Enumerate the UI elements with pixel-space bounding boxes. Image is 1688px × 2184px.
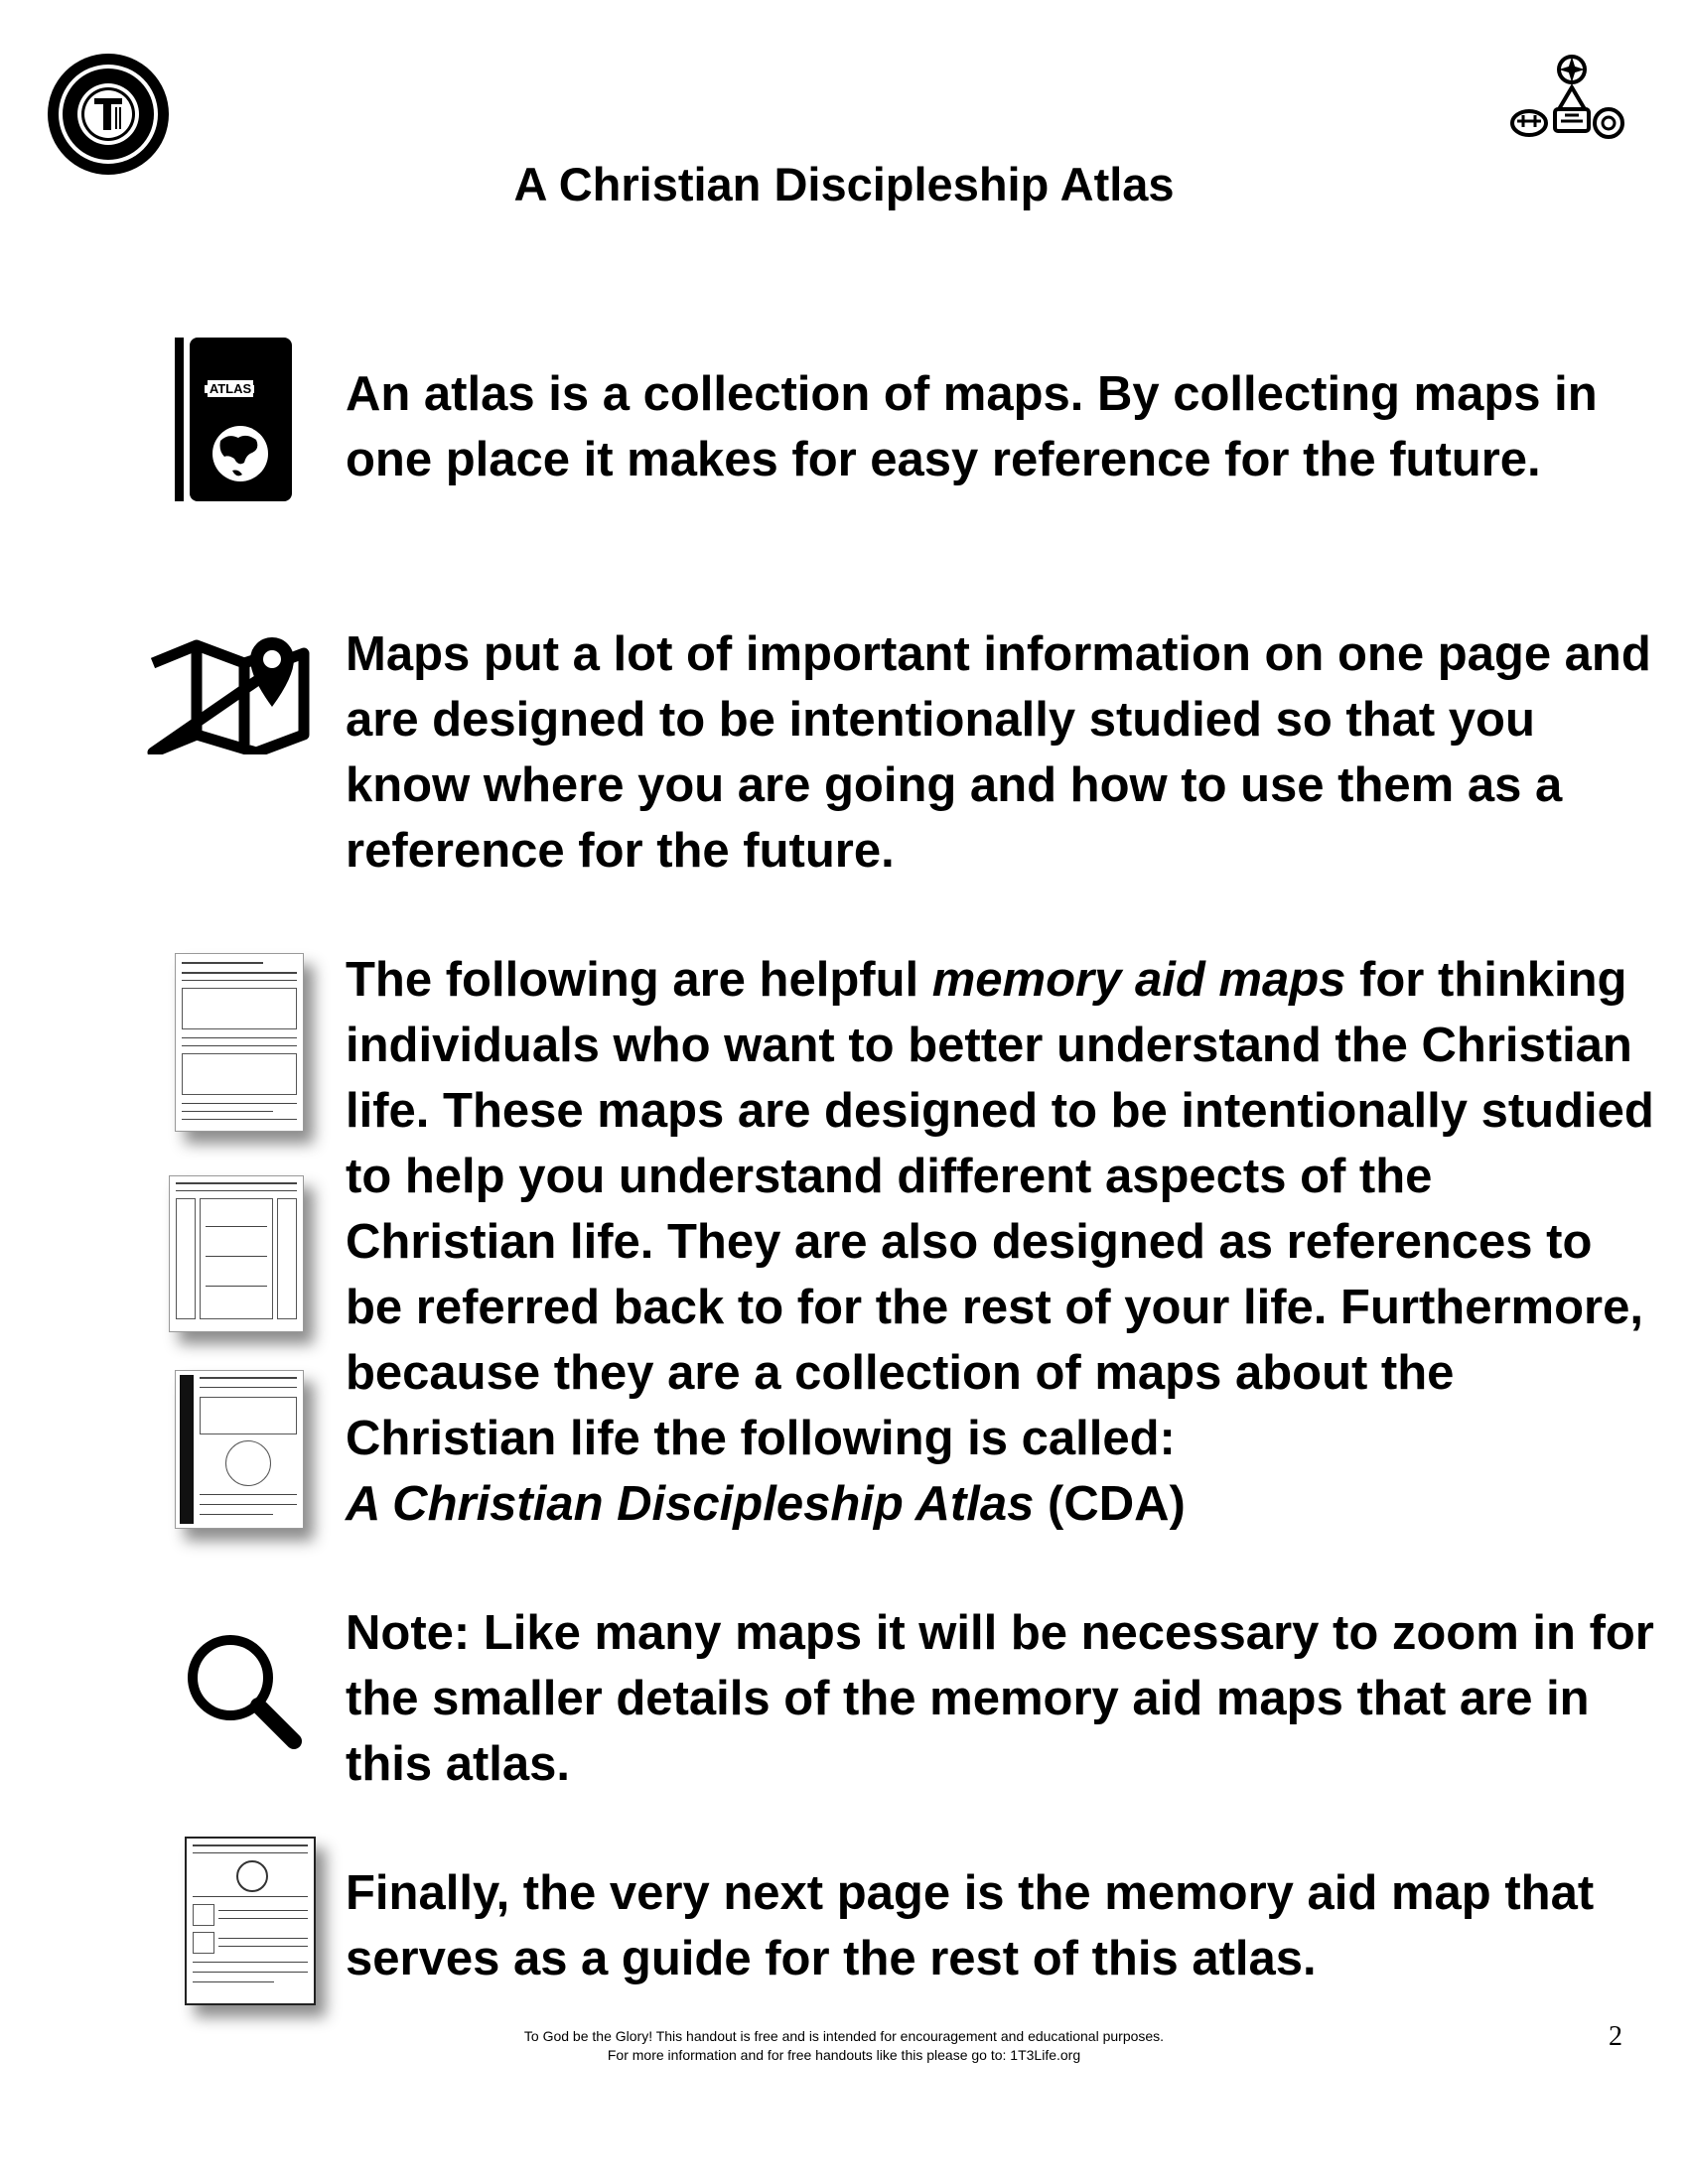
- maps-paragraph: Maps put a lot of important information on one page and are designed to be intentionally studied so that you know where you are going and how to use them as a reference for the future.: [346, 627, 1651, 878]
- atlas-name: A Christian Discipleship Atlas: [346, 1477, 1035, 1531]
- footer: [298, 2027, 1390, 2065]
- page-title: A Christian Discipleship Atlas: [513, 158, 1175, 210]
- map-thumbnail-2: [169, 1175, 304, 1332]
- memory-aid-maps-emphasis: memory aid maps: [931, 953, 1346, 1007]
- folded-map-pin-icon: [147, 615, 314, 754]
- atlas-book-label: ATLAS: [209, 381, 252, 396]
- map-thumbnail-3: [175, 1370, 304, 1529]
- memory-aid-paragraph: [346, 947, 1656, 1537]
- footer-line-1: To God be the Glory! This handout is free and is intended for encouragement and educational purposes.: [523, 2028, 1165, 2044]
- guide-map-thumbnail: [185, 1837, 316, 2005]
- memory-aid-text-before: The following are helpful: [346, 953, 932, 1007]
- next-page-paragraph: Finally, the very next page is the memory aid map that serves as a guide for the rest of this atlas.: [346, 1866, 1595, 1985]
- disciple-emblem-icon: [1509, 52, 1626, 145]
- footer-line-2: For more information and for free handouts like this please go to: 1T3Life.org: [607, 2047, 1081, 2063]
- zoom-note-paragraph: Note: Like many maps it will be necessary to zoom in for the smaller details of the memory aid maps that are in this atlas.: [346, 1606, 1654, 1791]
- atlas-book-icon: [175, 338, 292, 501]
- magnifying-glass-icon: [183, 1632, 310, 1751]
- atlas-abbreviation: (CDA): [1034, 1477, 1186, 1531]
- intro-paragraph: An atlas is a collection of maps. By collecting maps in one place it makes for easy reference for the future.: [346, 367, 1598, 486]
- page-number: 2: [1609, 2021, 1622, 2052]
- memory-aid-text-after: for thinking individuals who want to better understand the Christian life. These maps are designed to be intentionally studied to help you understand different aspects of the Christian life. They are also designed as references to be referred back to for the rest of your life. Furthermore, because they are a collection of maps about the Christian life the following is called:: [346, 953, 1654, 1465]
- map-thumbnail-1: [175, 953, 304, 1132]
